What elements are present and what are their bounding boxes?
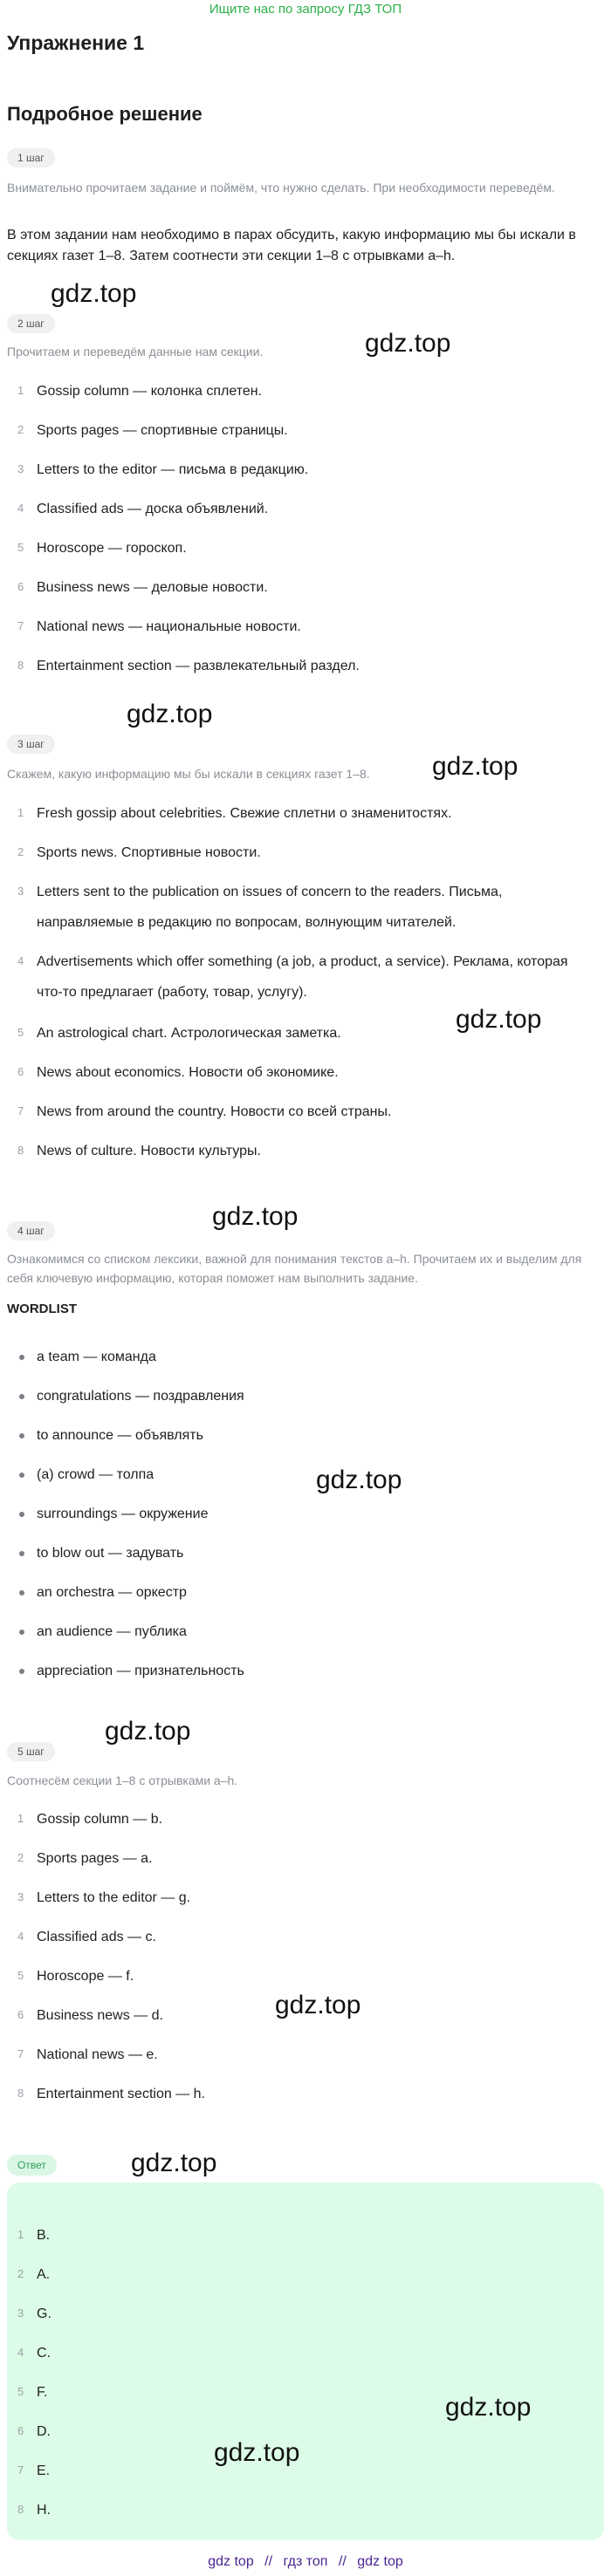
item-text: A.	[37, 2267, 51, 2282]
step-badge-3: 3 шаг	[7, 735, 55, 754]
step-badge-5: 5 шаг	[7, 1742, 55, 1761]
item-text: Horoscope — гороскоп.	[37, 541, 187, 556]
wordlist-text: an audience — публика	[37, 1624, 187, 1639]
item-number: 6	[17, 580, 24, 593]
item-number: 2	[17, 1851, 24, 1864]
item-text: Sports pages — a.	[37, 1851, 153, 1866]
item-number: 3	[17, 1890, 24, 1903]
bullet-icon	[19, 1394, 24, 1399]
item-text: D.	[37, 2424, 51, 2439]
item-number: 4	[17, 1930, 24, 1943]
wordlist-text: (a) crowd — толпа	[37, 1467, 154, 1482]
watermark: gdz.top	[105, 1717, 191, 1746]
step-3-hint: Скажем, какую информацию мы бы искали в секциях газет 1–8.	[7, 767, 370, 781]
watermark: gdz.top	[212, 1202, 299, 1231]
watermark: gdz.top	[432, 752, 518, 781]
step-badge-2: 2 шаг	[7, 314, 55, 333]
item-text: Entertainment section — h.	[37, 2087, 205, 2101]
item-number: 4	[17, 502, 24, 515]
item-text: Business news — деловые новости.	[37, 580, 268, 595]
footer-link[interactable]: гдз топ	[283, 2554, 328, 2569]
item-text: F.	[37, 2385, 48, 2400]
item-text: Business news — d.	[37, 2008, 163, 2023]
wordlist-text: an orchestra — оркестр	[37, 1585, 187, 1600]
wordlist-heading: WORDLIST	[7, 1302, 77, 1316]
item-text: Letters to the editor — g.	[37, 1890, 191, 1905]
footer-links	[0, 2554, 611, 2570]
step-1-hint: Внимательно прочитаем задание и поймём, что нужно сделать. При необходимости переведём.	[7, 181, 555, 195]
item-text: National news — национальные новости.	[37, 619, 301, 634]
item-text: Horoscope — f.	[37, 1969, 134, 1984]
item-text: B.	[37, 2228, 51, 2243]
item-text: E.	[37, 2463, 51, 2478]
item-number: 1	[17, 2228, 24, 2241]
bullet-icon	[19, 1669, 24, 1674]
wordlist-text: congratulations — поздравления	[37, 1389, 244, 1404]
step-5-hint: Соотнесём секции 1–8 с отрывками a–h.	[7, 1773, 238, 1787]
bullet-icon	[19, 1630, 24, 1635]
item-number: 8	[17, 659, 24, 672]
watermark: gdz.top	[51, 279, 137, 308]
watermark: gdz.top	[316, 1466, 402, 1494]
wordlist-text: appreciation — признательность	[37, 1664, 244, 1678]
wordlist-text: to announce — объявлять	[37, 1428, 203, 1443]
bullet-icon	[19, 1590, 24, 1595]
wordlist-text: to blow out — задувать	[37, 1546, 184, 1561]
item-text: Entertainment section — развлекательный раздел.	[37, 659, 360, 673]
watermark: gdz.top	[275, 1991, 361, 2019]
watermark: gdz.top	[214, 2438, 300, 2467]
page-title: Упражнение 1	[7, 31, 145, 54]
answer-badge: Ответ	[7, 2155, 57, 2176]
bullet-icon	[19, 1512, 24, 1517]
bullet-icon	[19, 1472, 24, 1478]
step-2-hint: Прочитаем и переведём данные нам секции.	[7, 345, 264, 359]
footer-link[interactable]: gdz top	[208, 2554, 254, 2569]
footer-link[interactable]: gdz top	[357, 2554, 403, 2569]
item-number: 6	[17, 2424, 24, 2437]
item-number: 3	[17, 462, 24, 475]
item-number: 5	[17, 2385, 24, 2398]
watermark: gdz.top	[131, 2149, 217, 2177]
item-text: Gossip column — колонка сплетен.	[37, 384, 263, 399]
search-hint-banner: Ищите нас по запросу ГДЗ ТОП	[209, 2, 402, 17]
section-title: Подробное решение	[7, 103, 203, 125]
footer-separator: //	[338, 2554, 347, 2569]
item-text: Gossip column — b.	[37, 1812, 163, 1827]
bullet-icon	[19, 1355, 24, 1360]
step-1-text: В этом задании нам необходимо в парах обсудить, какую информацию мы бы искали в секциях газет 1–8. Затем соотнести эти секции 1–8 с отрывками a–h.	[7, 228, 576, 263]
item-text: National news — e.	[37, 2047, 158, 2062]
bullet-icon	[19, 1551, 24, 1556]
item-number: 1	[17, 1812, 24, 1825]
item-number: 8	[17, 2087, 24, 2100]
item-number: 5	[17, 1969, 24, 1982]
item-number: 7	[17, 2463, 24, 2477]
item-text: G.	[37, 2306, 51, 2321]
watermark: gdz.top	[365, 329, 451, 358]
item-number: 7	[17, 619, 24, 632]
item-number: 7	[17, 2047, 24, 2060]
item-number: 5	[17, 541, 24, 554]
item-number: 6	[17, 2008, 24, 2021]
item-text: Letters to the editor — письма в редакцию.	[37, 462, 309, 477]
item-text: Sports pages — спортивные страницы.	[37, 423, 288, 438]
item-number: 4	[17, 2346, 24, 2359]
bullet-icon	[19, 1433, 24, 1438]
step-4-hint: Ознакомимся со списком лексики, важной для понимания текстов a–h. Прочитаем их и выделим для себя ключевую информацию, которая поможет нам выполнить задание.	[7, 1252, 582, 1285]
item-number: 2	[17, 423, 24, 436]
item-text: Classified ads — доска объявлений.	[37, 502, 269, 516]
watermark: gdz.top	[127, 700, 213, 728]
item-number: 8	[17, 2503, 24, 2516]
item-text: Classified ads — c.	[37, 1930, 156, 1944]
item-text: H.	[37, 2503, 51, 2518]
item-number: 3	[17, 2306, 24, 2320]
wordlist-text: a team — команда	[37, 1349, 156, 1364]
step-badge-1: 1 шаг	[7, 148, 55, 167]
watermark: gdz.top	[445, 2393, 532, 2422]
item-number: 1	[17, 384, 24, 397]
wordlist-text: surroundings — окружение	[37, 1507, 209, 1521]
footer-separator: //	[264, 2554, 273, 2569]
watermark: gdz.top	[456, 1005, 542, 1034]
item-text: C.	[37, 2346, 51, 2361]
item-number: 2	[17, 2267, 24, 2280]
step-badge-4: 4 шаг	[7, 1221, 55, 1240]
